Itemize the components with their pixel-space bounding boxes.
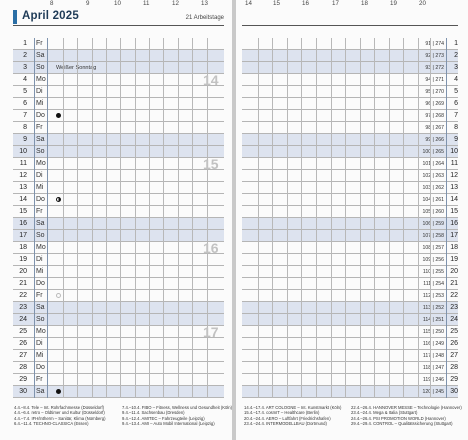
grid-line — [446, 38, 447, 398]
weekday: Mi — [36, 100, 44, 107]
day-number: 15 — [19, 208, 27, 215]
weekday: So — [36, 148, 45, 155]
day-number: 27 — [450, 352, 458, 359]
day-number: 5 — [454, 88, 458, 95]
weekday: So — [36, 232, 45, 239]
day-number: 9 — [23, 136, 27, 143]
day-number: 2 — [454, 52, 458, 59]
day-of-year: 92 | 273 — [425, 53, 444, 59]
day-number: 11 — [19, 160, 27, 167]
hour-label: 19 — [390, 0, 397, 7]
day-of-year: 105 | 260 — [422, 209, 444, 215]
day-of-year: 101 | 264 — [422, 161, 444, 167]
grid-line — [92, 38, 93, 398]
weekday: Sa — [36, 52, 45, 59]
day-number: 5 — [23, 88, 27, 95]
day-row — [242, 218, 458, 230]
day-of-year: 116 | 249 — [422, 341, 444, 347]
grid-line — [77, 38, 78, 398]
day-of-year: 104 | 261 — [422, 197, 444, 203]
day-number: 9 — [454, 136, 458, 143]
weekday: So — [36, 64, 45, 71]
day-number: 21 — [450, 280, 458, 287]
day-number: 22 — [19, 292, 27, 299]
event-entry: 24.4.–26.4. PSI PROMOTION WORLD (Hannover) — [351, 415, 446, 421]
event-entry: 9.4.–13.4. AMI – Auto Mobil International (Leipzig) — [122, 421, 215, 427]
day-of-year: 95 | 270 — [425, 89, 444, 95]
day-row — [242, 242, 458, 254]
day-row — [242, 98, 458, 110]
day-number: 20 — [450, 268, 458, 275]
weekday: Fr — [36, 292, 43, 299]
day-row — [242, 122, 458, 134]
grid-line — [301, 38, 302, 398]
right-page — [236, 0, 468, 440]
grid-line — [135, 38, 136, 398]
hour-label: 13 — [201, 0, 208, 7]
day-number: 8 — [454, 124, 458, 131]
day-row — [242, 170, 458, 182]
weekday: Fr — [36, 40, 43, 47]
weekday: Mi — [36, 184, 44, 191]
day-of-year: 102 | 263 — [422, 173, 444, 179]
hour-label: 11 — [143, 0, 150, 7]
weekday: Do — [36, 280, 45, 287]
day-row — [242, 266, 458, 278]
event-entry: 14.4.–17.4. ART COLOGNE – Int. Kunstmarkt (Köln) — [244, 405, 342, 410]
day-of-year: 113 | 252 — [422, 305, 444, 311]
day-of-year: 91 | 274 — [425, 41, 444, 47]
day-number: 18 — [450, 244, 458, 251]
grid-line — [63, 38, 64, 398]
weekday: Mi — [36, 268, 44, 275]
day-number: 6 — [23, 100, 27, 107]
day-number: 23 — [19, 304, 27, 311]
weekday: Mo — [36, 160, 46, 167]
day-row — [242, 50, 458, 62]
event-entry: 6.4.–11.4. TECHNO-CLASSICA (Essen) — [14, 421, 89, 427]
event-entry: 4.4.–8.4. Tele – Int. Rohrfachmesse (Düsseldorf) — [14, 405, 104, 410]
day-number: 4 — [454, 76, 458, 83]
day-of-year: 111 | 254 — [423, 281, 444, 287]
day-number: 13 — [19, 184, 27, 191]
day-row — [242, 374, 458, 386]
day-number: 3 — [454, 64, 458, 71]
day-of-year: 117 | 248 — [422, 353, 444, 359]
grid-line — [192, 38, 193, 398]
day-number: 12 — [450, 172, 458, 179]
day-row — [242, 110, 458, 122]
hour-label: 12 — [172, 0, 179, 7]
day-number: 17 — [450, 232, 458, 239]
day-number: 16 — [19, 220, 27, 227]
day-number: 8 — [23, 124, 27, 131]
day-number: 28 — [450, 364, 458, 371]
event-entry: 15.4.–17.4. cosmIT – Healthcare (Berlin) — [244, 410, 320, 416]
day-number: 23 — [450, 304, 458, 311]
weekday: Mo — [36, 328, 46, 335]
day-number: 14 — [450, 196, 458, 203]
event-entry: 22.4.–26.4. HANNOVER MESSE – Technologie (Hannover) — [351, 405, 462, 410]
grid-line — [258, 38, 259, 398]
weekday: Mi — [36, 352, 44, 359]
day-row — [242, 290, 458, 302]
day-number: 19 — [450, 256, 458, 263]
day-number: 16 — [450, 220, 458, 227]
day-number: 30 — [450, 388, 458, 395]
day-number: 6 — [454, 100, 458, 107]
day-row — [242, 338, 458, 350]
day-row — [242, 158, 458, 170]
day-number: 14 — [19, 196, 27, 203]
day-number: 10 — [19, 148, 27, 155]
day-number: 1 — [454, 40, 458, 47]
hour-label: 18 — [361, 0, 368, 7]
grid-line — [389, 38, 390, 398]
weekday: Sa — [36, 136, 45, 143]
weekday: Do — [36, 364, 45, 371]
weekday: Fr — [36, 208, 43, 215]
event-entry: 23.4.–24.4. Mega & Italia (Stuttgart) — [351, 410, 418, 416]
day-of-year: 112 | 253 — [422, 293, 444, 299]
day-number: 13 — [450, 184, 458, 191]
day-number: 7 — [23, 112, 27, 119]
month-title: April 2025 — [22, 10, 79, 22]
day-number: 27 — [19, 352, 27, 359]
hour-label: 10 — [114, 0, 121, 7]
day-number: 25 — [450, 328, 458, 335]
grid-line — [120, 38, 121, 398]
week-number: 17 — [203, 324, 219, 340]
workdays-count: 21 Arbeitstage — [185, 15, 224, 21]
day-number: 2 — [23, 52, 27, 59]
day-row — [242, 326, 458, 338]
header-rule — [13, 25, 224, 26]
hour-label: 15 — [273, 0, 280, 7]
event-entry: 23.4.–24.4. INTERMODELLBAU (Dortmund) — [244, 421, 327, 427]
weekday: Fr — [36, 376, 43, 383]
day-of-year: 100 | 265 — [422, 149, 444, 155]
grid-line — [331, 38, 332, 398]
hour-label: 17 — [332, 0, 339, 7]
day-row — [242, 206, 458, 218]
moon-phase-icon — [56, 113, 61, 118]
weekday: Do — [36, 112, 45, 119]
day-of-year: 99 | 266 — [425, 137, 444, 143]
holiday-note: Weißer Sonntag — [56, 65, 97, 71]
weekday: Mo — [36, 76, 46, 83]
grid-line — [207, 38, 208, 398]
weekday: Di — [36, 88, 43, 95]
grid-line — [178, 38, 179, 398]
day-row — [242, 314, 458, 326]
grid-line — [374, 38, 375, 398]
header-rule — [242, 25, 458, 26]
grid-line — [163, 38, 164, 398]
right-header — [236, 0, 468, 28]
day-row — [242, 62, 458, 74]
grid-line — [418, 38, 419, 398]
day-number: 24 — [450, 316, 458, 323]
day-row — [242, 386, 458, 398]
grid-line — [47, 38, 48, 398]
weekday: Di — [36, 172, 43, 179]
weekday: Sa — [36, 304, 45, 311]
event-entry: 9.4.–12.4. AMITEC – Fahrzeugteile (Leipzig) — [122, 415, 205, 421]
day-number: 18 — [19, 244, 27, 251]
day-number: 24 — [19, 316, 27, 323]
day-number: 10 — [450, 148, 458, 155]
moon-phase-icon — [56, 389, 61, 394]
weekday: Sa — [36, 220, 45, 227]
day-number: 29 — [450, 376, 458, 383]
event-entry: 20.4.–24.4. AERO – Luftfahrt (Friedrichshafen) — [244, 415, 331, 421]
day-of-year: 97 | 268 — [425, 113, 444, 119]
day-number: 1 — [23, 40, 27, 47]
day-of-year: 120 | 245 — [422, 389, 444, 395]
day-number: 28 — [19, 364, 27, 371]
day-row — [242, 230, 458, 242]
footer-col-3 — [244, 405, 341, 427]
hour-label: 20 — [419, 0, 426, 7]
weekday: Di — [36, 340, 43, 347]
moon-phase-icon — [56, 293, 61, 298]
grid-line — [430, 38, 431, 398]
week-number: 16 — [203, 240, 219, 256]
event-entry: 29.4.–29.4. CONTROL – Qualitätssicherung (Stuttgart) — [351, 421, 453, 427]
day-row — [242, 146, 458, 158]
day-number: 25 — [19, 328, 27, 335]
weekday: Do — [36, 196, 45, 203]
weekday: Mo — [36, 244, 46, 251]
day-number: 22 — [450, 292, 458, 299]
footer-col-4 — [351, 405, 462, 427]
day-number: 29 — [19, 376, 27, 383]
day-number: 7 — [454, 112, 458, 119]
day-number: 12 — [19, 172, 27, 179]
day-row — [242, 74, 458, 86]
day-number: 20 — [19, 268, 27, 275]
grid-line — [287, 38, 288, 398]
day-number: 17 — [19, 232, 27, 239]
day-of-year: 108 | 257 — [422, 245, 444, 251]
day-of-year: 94 | 271 — [425, 77, 444, 83]
event-entry: 4.4.–6.4. retro – Oldtimer und Kultur (Düsseldorf) — [14, 410, 105, 416]
left-page — [0, 0, 232, 440]
grid-line — [106, 38, 107, 398]
footer-col-2 — [122, 405, 232, 427]
day-of-year: 114 | 251 — [422, 317, 444, 323]
day-of-year: 98 | 267 — [425, 125, 444, 131]
grid-line — [34, 38, 35, 398]
day-of-year: 109 | 256 — [422, 257, 444, 263]
day-of-year: 93 | 272 — [425, 65, 444, 71]
day-number: 26 — [450, 340, 458, 347]
moon-phase-icon — [56, 197, 61, 202]
hour-label: 8 — [50, 0, 54, 7]
hour-label: 14 — [245, 0, 252, 7]
day-of-year: 103 | 262 — [422, 185, 444, 191]
day-row — [242, 194, 458, 206]
day-row — [242, 182, 458, 194]
day-number: 26 — [19, 340, 27, 347]
event-entry: 4.4.–7.4. IFH/Intherm – Sanitär, Klima (Nürnberg) — [14, 415, 106, 421]
grid-line — [316, 38, 317, 398]
day-row — [242, 254, 458, 266]
grid-line — [149, 38, 150, 398]
day-of-year: 107 | 258 — [422, 233, 444, 239]
day-of-year: 115 | 250 — [422, 329, 444, 335]
day-number: 30 — [19, 388, 27, 395]
day-row — [242, 86, 458, 98]
day-row — [242, 278, 458, 290]
grid-line — [360, 38, 361, 398]
grid-line — [345, 38, 346, 398]
day-number: 15 — [450, 208, 458, 215]
event-entry: 9.4.–11.4. Sachsenbau (Dresden) — [122, 410, 185, 416]
day-grid-right — [236, 38, 468, 398]
day-of-year: 119 | 246 — [422, 377, 444, 383]
day-of-year: 110 | 255 — [422, 269, 444, 275]
weekday: Fr — [36, 124, 43, 131]
weekday: So — [36, 316, 45, 323]
day-number: 11 — [450, 160, 458, 167]
day-row — [242, 38, 458, 50]
day-number: 3 — [23, 64, 27, 71]
day-of-year: 118 | 247 — [422, 365, 444, 371]
grid-line — [272, 38, 273, 398]
day-row — [242, 362, 458, 374]
footer-col-1 — [14, 405, 105, 427]
month-marker — [13, 10, 17, 24]
day-row — [242, 302, 458, 314]
event-entry: 7.4.–10.4. FIBO – Fitness, Wellness und Gesundheit (Köln) — [122, 405, 233, 410]
day-row — [242, 350, 458, 362]
day-of-year: 106 | 259 — [422, 221, 444, 227]
week-number: 14 — [203, 72, 219, 88]
hour-label: 16 — [302, 0, 309, 7]
weekday: Di — [36, 256, 43, 263]
weekday: Sa — [36, 388, 45, 395]
day-of-year: 96 | 269 — [425, 101, 444, 107]
grid-line — [403, 38, 404, 398]
day-number: 4 — [23, 76, 27, 83]
day-number: 19 — [19, 256, 27, 263]
day-number: 21 — [19, 280, 27, 287]
hour-label: 9 — [86, 0, 90, 7]
day-row — [242, 134, 458, 146]
week-number: 15 — [203, 156, 219, 172]
